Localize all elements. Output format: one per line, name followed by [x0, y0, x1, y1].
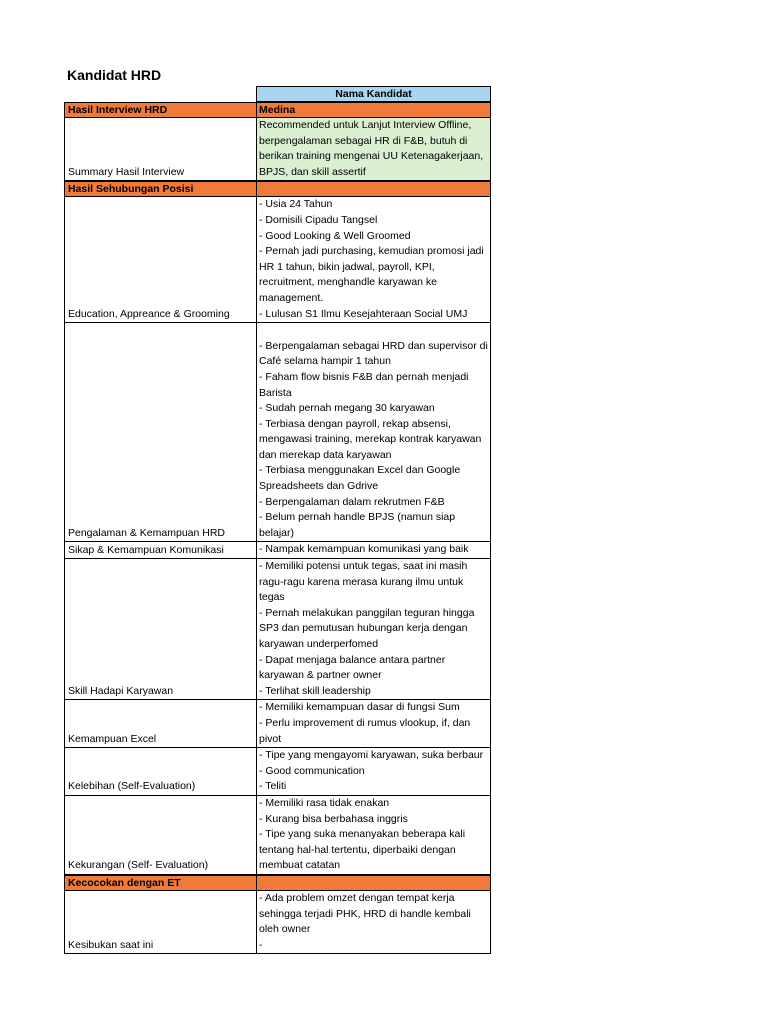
- cell-text-line: - Domisili Cipadu Tangsel: [259, 213, 378, 226]
- cell-text-line: ragu-ragu karena merasa kurang ilmu untuk: [259, 575, 464, 588]
- document-title: Kandidat HRD: [67, 67, 162, 83]
- cell-text-line: karyawan underperfomed: [259, 638, 379, 650]
- section-header-row: [64, 181, 491, 197]
- cell-text-line: Spreadsheets dan Gdrive: [259, 480, 379, 493]
- row-label: Summary Hasil Interview: [64, 118, 256, 181]
- cell-text-line: - Lulusan S1 Ilmu Kesejahteraan Social UMJ: [259, 307, 468, 320]
- cell-text-line: - Memiliki potensi untuk tegas, saat ini masih: [259, 560, 468, 573]
- row-value-cell: [256, 748, 491, 796]
- table-row: [64, 118, 491, 181]
- cell-text-line: -: [259, 938, 263, 951]
- cell-text-line: - Belum pernah handle BPJS (namun siap belajar): [259, 511, 456, 539]
- cell-text-line: - Terlihat skill leadership: [259, 684, 371, 697]
- cell-text-line: - Faham flow bisnis F&B dan pernah menjadi: [259, 370, 469, 383]
- header-blank-cell: [64, 86, 256, 102]
- row-value-cell: [256, 700, 491, 748]
- cell-text-line: sehingga terjadi PHK, HRD di handle kembali: [259, 907, 471, 920]
- row-label: Kesibukan saat ini: [64, 891, 256, 954]
- cell-text-line: berpengalaman sebagai HR di F&B, butuh di: [259, 134, 468, 147]
- section-header-row: [64, 875, 491, 891]
- section-header-row: [64, 102, 491, 118]
- cell-text-line: - Tipe yang suka menanyakan beberapa kali: [259, 828, 466, 841]
- cell-text-line: - Tipe yang mengayomi karyawan, suka berbaur: [259, 749, 484, 762]
- cell-text-line: - Berpengalaman sebagai HRD dan supervisor di: [259, 339, 488, 352]
- cell-text-line: - Ada problem omzet dengan tempat kerja: [259, 891, 455, 904]
- cell-text-line: Recommended untuk Lanjut Interview Offline,: [259, 119, 472, 131]
- section-value: [256, 876, 491, 891]
- row-value-cell: [256, 796, 491, 875]
- header-row: [64, 86, 491, 102]
- row-label: Education, Appreance & Grooming: [64, 197, 256, 323]
- cell-text-line: tentang hal-hal tertentu, diperbaiki dengan: [259, 843, 456, 856]
- cell-text-line: - Berpengalaman dalam rekrutmen F&B: [259, 495, 445, 508]
- section-label: Hasil Sehubungan Posisi: [64, 182, 256, 197]
- cell-text-line: - Terbiasa menggunakan Excel dan Google: [259, 464, 461, 477]
- cell-text-line: - Good Looking & Well Groomed: [259, 229, 411, 242]
- column-header-nama-kandidat: Nama Kandidat: [256, 86, 491, 102]
- cell-text-line: - Good communication: [259, 764, 365, 777]
- table-row: [64, 197, 491, 323]
- cell-text-line: - Perlu improvement di rumus vlookup, if, dan: [259, 716, 471, 729]
- row-value-cell: [256, 323, 491, 542]
- cell-text-line: karyawan & partner owner: [259, 669, 382, 682]
- cell-text-line: tegas: [259, 591, 285, 604]
- table-row: [64, 323, 491, 542]
- cell-text-line: management.: [259, 291, 324, 304]
- cell-text-line: oleh owner: [259, 923, 311, 936]
- cell-text-line: [259, 323, 488, 339]
- cell-text-line: HR 1 tahun, bikin jadwal, payroll, KPI,: [259, 260, 435, 273]
- section-value: [256, 182, 491, 197]
- cell-text-line: mengawasi training, merekap kontrak karyawan: [259, 433, 482, 446]
- row-label: Pengalaman & Kemampuan HRD: [64, 323, 256, 542]
- table-row: [64, 748, 491, 796]
- cell-text-line: - Memiliki kemampuan dasar di fungsi Sum: [259, 701, 460, 714]
- cell-text-line: - Nampak kemampuan komunikasi yang baik: [259, 543, 469, 556]
- cell-text-line: Barista: [259, 386, 292, 399]
- section-value: Medina: [256, 103, 491, 118]
- row-label: Kelebihan (Self-Evaluation): [64, 748, 256, 796]
- cell-text-line: dan merekap data karyawan: [259, 448, 392, 461]
- row-label: Skill Hadapi Karyawan: [64, 559, 256, 700]
- table-row: [64, 796, 491, 875]
- cell-text-line: - Pernah jadi purchasing, kemudian promosi jadi: [259, 245, 484, 258]
- cell-text-line: - Pernah melakukan panggilan teguran hingga: [259, 606, 475, 619]
- cell-text-line: BPJS, dan skill assertif: [259, 165, 366, 178]
- row-value-cell: [256, 118, 491, 181]
- cell-text-line: berikan training mengenai UU Ketenagakerjaan,: [259, 150, 484, 163]
- row-value-cell: [256, 197, 491, 323]
- cell-text-line: - Memiliki rasa tidak enakan: [259, 796, 390, 809]
- cell-text-line: - Sudah pernah megang 30 karyawan: [259, 402, 435, 415]
- cell-text-line: - Teliti: [259, 780, 287, 793]
- row-label: Kekurangan (Self- Evaluation): [64, 796, 256, 875]
- cell-text-line: - Usia 24 Tahun: [259, 198, 333, 211]
- cell-text-line: recruitment, menghandle karyawan ke: [259, 276, 438, 289]
- row-value-cell: [256, 542, 491, 559]
- row-label: Sikap & Kemampuan Komunikasi: [64, 542, 256, 559]
- table-row: [64, 891, 491, 954]
- candidate-table: [64, 86, 491, 954]
- cell-text-line: SP3 dan pemutusan hubungan kerja dengan: [259, 622, 468, 635]
- table-row: [64, 700, 491, 748]
- row-value-cell: [256, 559, 491, 700]
- cell-text-line: - Dapat menjaga balance antara partner: [259, 653, 446, 666]
- table-row: [64, 542, 491, 559]
- section-label: Hasil Interview HRD: [64, 103, 256, 118]
- cell-text-line: Café selama hampir 1 tahun: [259, 355, 391, 368]
- row-label: Kemampuan Excel: [64, 700, 256, 748]
- cell-text-line: membuat catatan: [259, 859, 341, 872]
- cell-text-line: - Kurang bisa berbahasa inggris: [259, 812, 408, 825]
- cell-text-line: pivot: [259, 732, 282, 745]
- table-row: [64, 559, 491, 700]
- cell-text-line: - Terbiasa dengan payroll, rekap absensi,: [259, 417, 451, 430]
- section-label: Kecocokan dengan ET: [64, 876, 256, 891]
- row-value-cell: [256, 891, 491, 954]
